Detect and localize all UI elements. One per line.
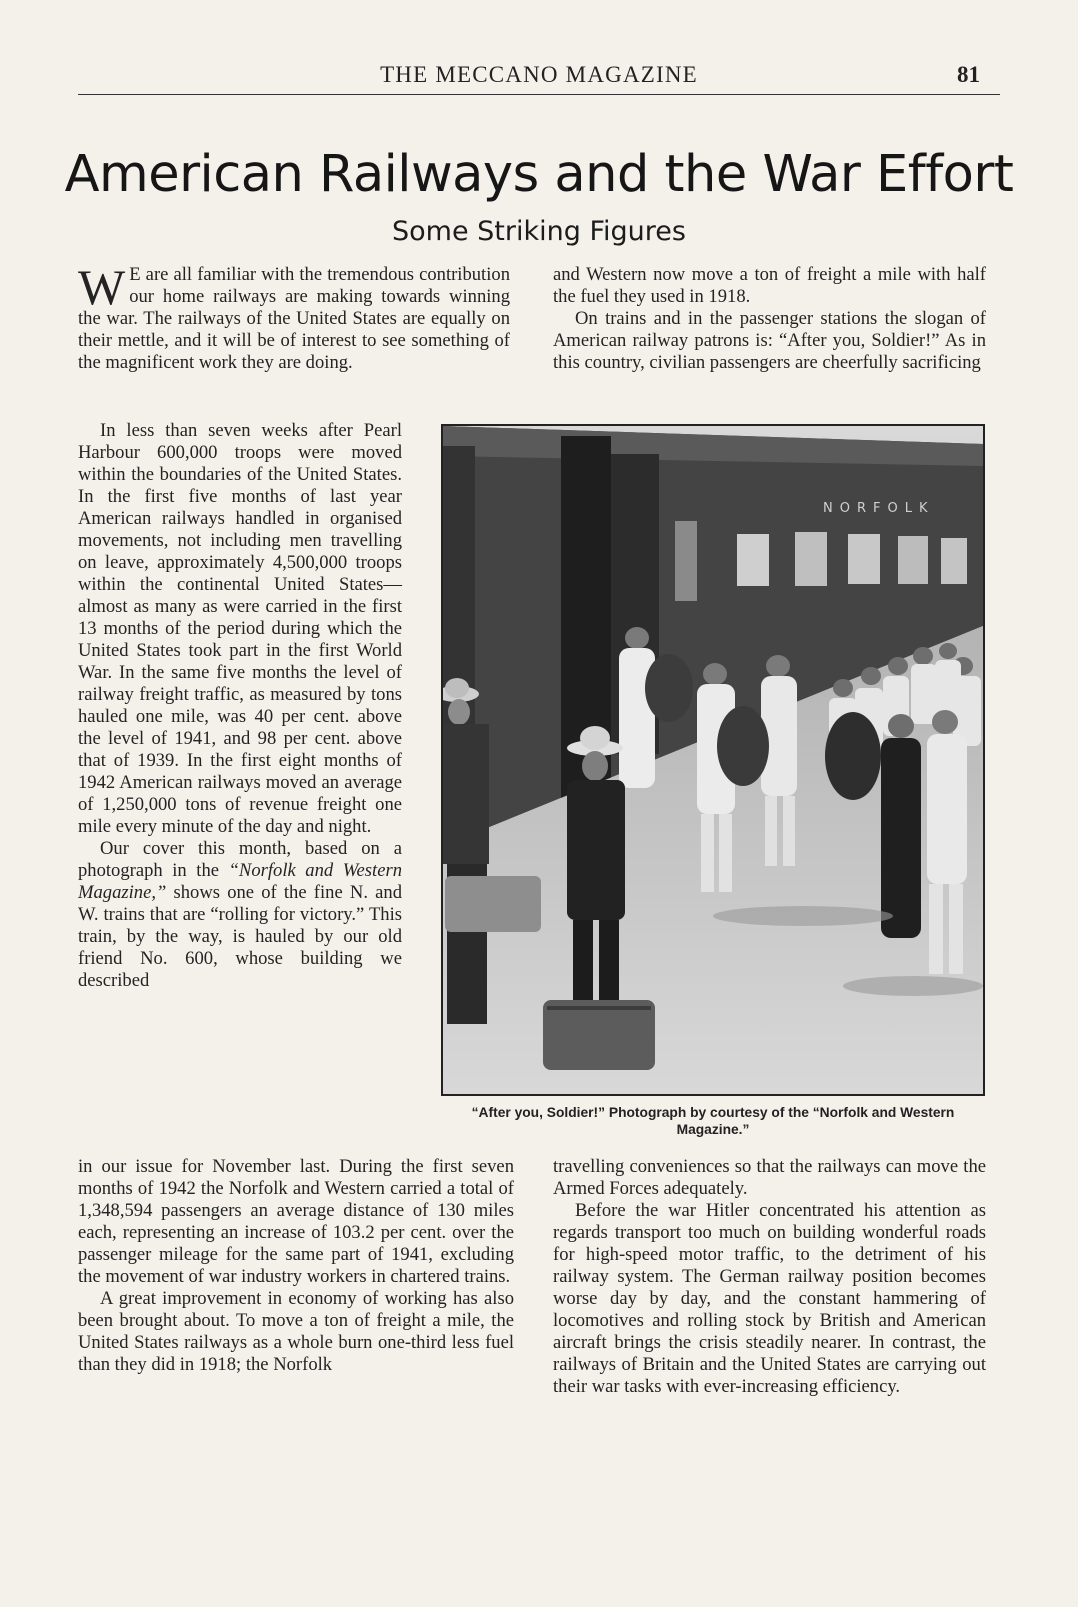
lower-right-column xyxy=(553,1156,986,1398)
troop-figures-paragraph: In less than seven weeks after Pearl Harbour 600,000 troops were moved within the boundaries of the United States. In the first five months of last year American railways handled in organised movements, not including men travelling on leave, approximately 4,500,000 troops within the continental United States—almost as many as were carried in the first 13 months of the period during which the United States took part in the first World War. In the same five months the level of railway freight traffic, as measured by tons hauled one mile, was 40 per cent. above the level of 1941, and 98 per cent. above that of 1939. In the first eight months of 1942 American railways moved an average of 1,250,000 tons of revenue freight one mile every minute of the day and night. xyxy=(78,420,402,837)
photo-caption: “After you, Soldier!” Photograph by courtesy of the “Norfolk and Western Magazine.” xyxy=(471,1105,955,1137)
intro-text: E are all familiar with the tremendous contribution our home railways are making towards winning the war. The railways of the United States are equally on their mettle, and it will be of interest to see something of the magnificent work they are doing. xyxy=(78,264,510,373)
lower-left-column xyxy=(78,1156,514,1376)
magazine-reference: “Norfolk and Western Magazine,” xyxy=(78,860,402,903)
germany-contrast-paragraph: Before the war Hitler concentrated his attention as regards transport too much on building wonderful roads for high-speed motor traffic, to the detriment of his railway system. The German railway position becomes worse day by day, and the constant hammering of locomotives and rolling stock by British and American aircraft brings the crisis steadily nearer. In contrast, the railways of Britain and the United States are carrying out their war tasks with ever-increasing efficiency. xyxy=(553,1200,986,1397)
upper-right-column xyxy=(553,264,986,374)
magazine-name: THE MECCANO MAGAZINE xyxy=(380,62,698,87)
cover-paragraph xyxy=(78,838,402,992)
platform-scene-illustration xyxy=(443,426,983,1094)
page-number: 81 xyxy=(957,62,980,87)
car-lettering: NORFOLK xyxy=(823,501,935,516)
train-photograph xyxy=(441,424,985,1096)
passenger-figures-paragraph: in our issue for November last. During the first seven months of 1942 the Norfolk and Western carried a total of 1,348,594 passengers an average distance of 130 miles each, representing an increase of 103.2 per cent. over the passenger mileage for the same part of 1941, excluding the movement of war industry workers in chartered trains. xyxy=(78,1156,514,1287)
slogan-paragraph-continued: travelling conveniences so that the railways can move the Armed Forces adequately. xyxy=(553,1156,986,1199)
narrow-column xyxy=(78,420,402,992)
intro-paragraph xyxy=(78,259,510,374)
cover-text-start: Our cover this month, based on a photograph in the xyxy=(78,838,402,881)
intro-paragraph-block xyxy=(78,259,510,374)
article-subtitle: Some Striking Figures xyxy=(392,216,686,247)
drop-cap: W xyxy=(78,259,126,315)
slogan-paragraph: On trains and in the passenger stations the slogan of American railway patrons is: “After you, Soldier!” As in this country, civilian passengers are cheerfully sacrificing xyxy=(553,308,986,373)
fuel-economy-paragraph: A great improvement in economy of working has also been brought about. To move a ton of freight a mile, the United States railways as a whole burn one-third less fuel than they did in 1918; the Norfolk xyxy=(78,1288,514,1375)
fuel-economy-continued: and Western now move a ton of freight a mile with half the fuel they used in 1918. xyxy=(553,264,986,307)
cover-text-end: shows one of the fine N. and W. trains that are “rolling for victory.” This train, by the way, is hauled by our old friend No. 600, whose building we described xyxy=(78,882,402,991)
running-header xyxy=(78,58,1000,95)
article-title: American Railways and the War Effort xyxy=(64,145,1014,204)
